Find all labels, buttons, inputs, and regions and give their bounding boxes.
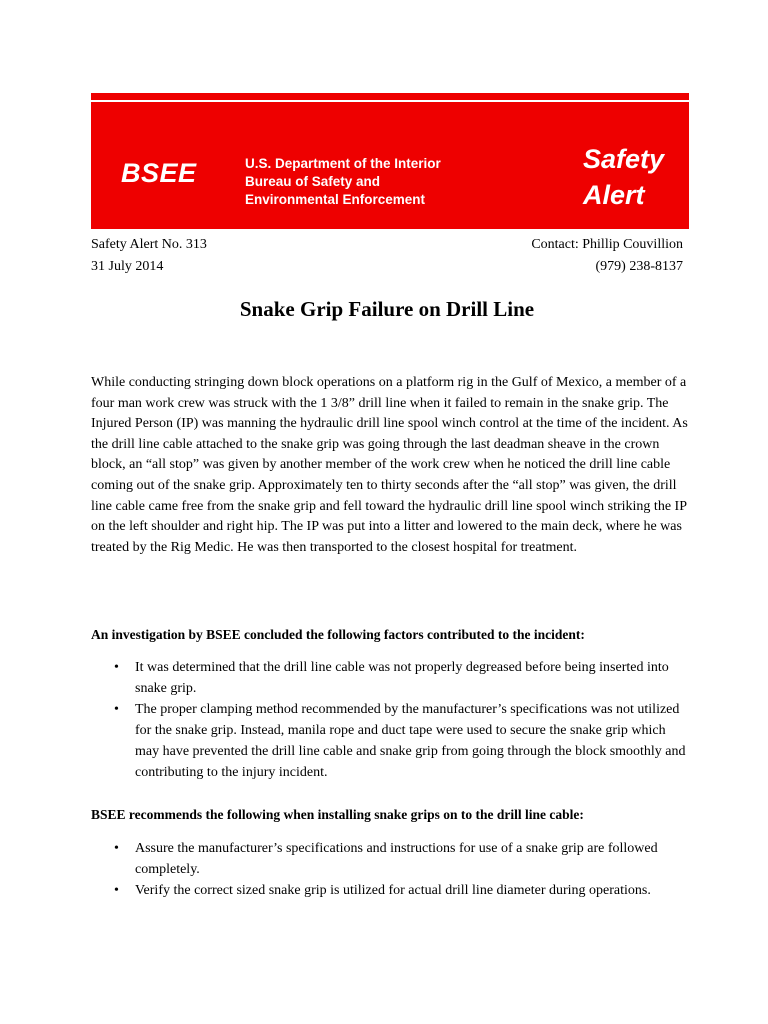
bsee-logo-text: BSEE — [121, 158, 197, 188]
agency-line: Environmental Enforcement — [245, 192, 426, 207]
alert-date: 31 July 2014 — [91, 259, 164, 274]
document-title: Snake Grip Failure on Drill Line — [239, 297, 535, 321]
investigation-heading: An investigation by BSEE concluded the following factors contributed to the incident: — [91, 627, 585, 642]
alert-label-line: Safety — [583, 144, 665, 174]
list-item-text: The proper clamping method recommended by the manufacturer’s specifications was not utilized for the snake grip. Instead, manila rope and duct tape were used to secure the snake grip which may have prevented the drill line cable and snake grip from going through the block smoothly and contributing to the injury incident. — [135, 702, 686, 780]
bullet-icon: • — [114, 660, 119, 675]
bullet-icon: • — [114, 841, 119, 856]
list-item-text: Verify the correct sized snake grip is utilized for actual drill line diameter during operations. — [135, 883, 651, 898]
agency-line: U.S. Department of the Interior — [245, 156, 441, 171]
list-item-text: Assure the manufacturer’s specifications and instructions for use of a snake grip are followed completely. — [135, 841, 658, 877]
agency-name — [245, 155, 441, 209]
alert-label-line: Alert — [583, 180, 645, 210]
list-item — [111, 657, 687, 699]
list-item — [111, 880, 687, 901]
recommendations-heading: BSEE recommends the following when installing snake grips on to the drill line cable: — [91, 807, 584, 822]
header-banner — [91, 93, 689, 229]
safety-alert-label — [583, 141, 664, 213]
list-item — [111, 838, 687, 880]
investigation-list — [111, 657, 687, 783]
alert-number: Safety Alert No. 313 — [91, 237, 207, 252]
agency-line: Bureau of Safety and — [245, 174, 381, 189]
list-item-text: It was determined that the drill line cable was not properly degreased before being inserted into snake grip. — [135, 660, 669, 696]
recommendations-list — [111, 838, 687, 901]
bullet-icon: • — [114, 883, 119, 898]
incident-description: While conducting stringing down block operations on a platform rig in the Gulf of Mexico, a member of a four man work crew was struck with the 1 3/8” drill line when it failed to remain in the snake grip. The Injured Person (IP) was manning the hydraulic drill line spool winch control at the time of the incident. As the drill line cable attached to the snake grip was going through the last deadman sheave in the crown block, an “all stop” was given by another member of the work crew when he noticed the drill line cable coming out of the snake grip. Approximately ten to thirty seconds after the “all stop” was given, the drill line cable came free from the snake grip and fell toward the hydraulic drill line spool winch striking the IP on the left shoulder and right hip. The IP was put into a litter and lowered to the main deck, where he was treated by the Rig Medic. He was then transported to the closest hospital for treatment. — [91, 375, 688, 555]
list-item — [111, 699, 687, 783]
banner-divider-line — [91, 100, 689, 102]
contact-name: Contact: Phillip Couvillion — [531, 237, 683, 252]
contact-phone: (979) 238-8137 — [595, 259, 683, 274]
bullet-icon: • — [114, 702, 119, 717]
